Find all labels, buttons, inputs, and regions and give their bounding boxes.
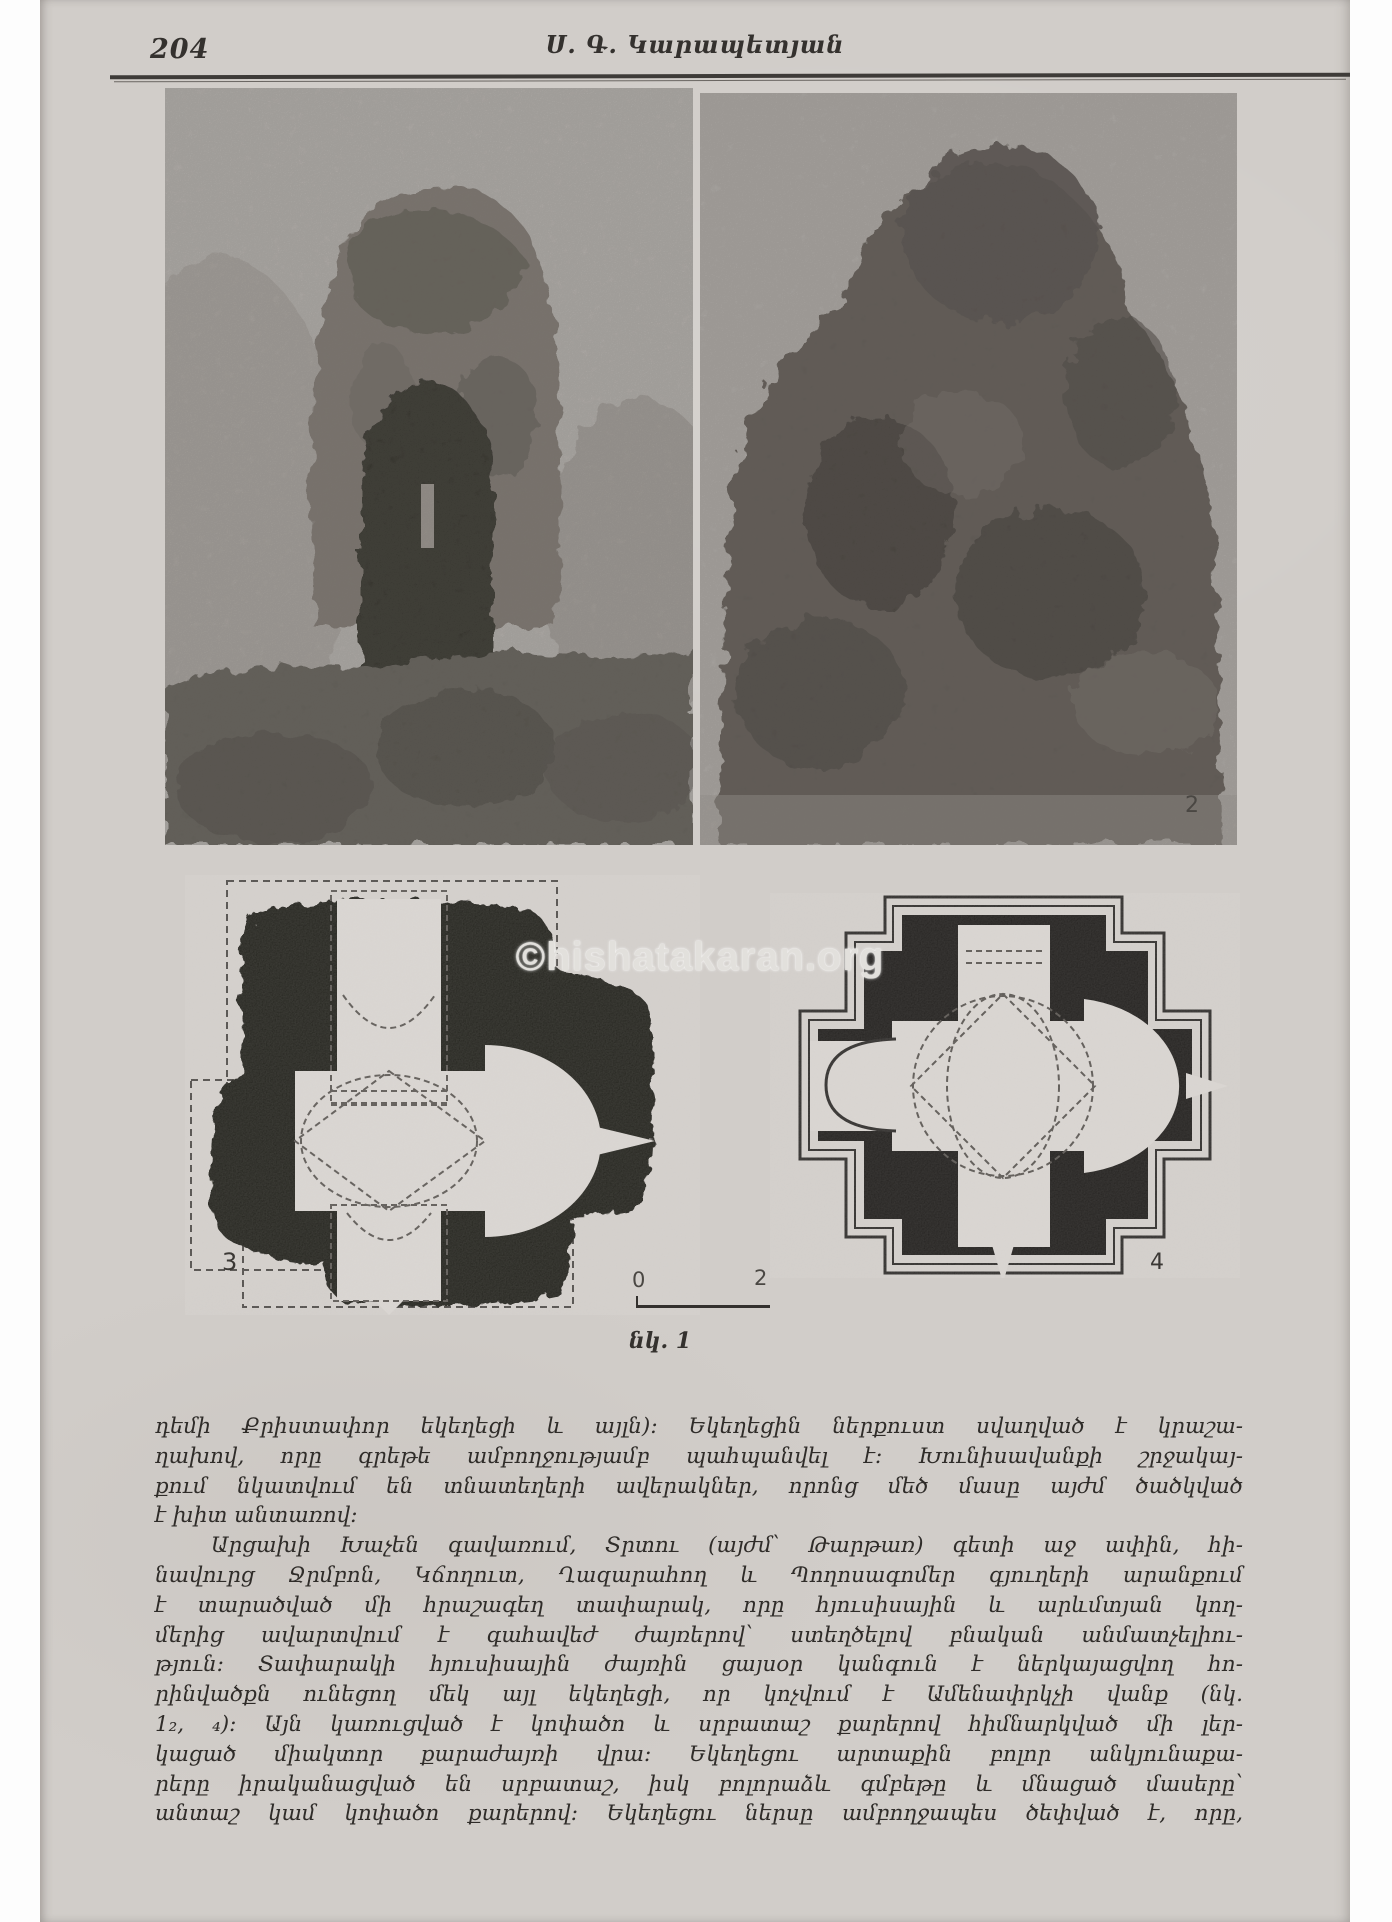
text-line: մերից ավարտվում է գահավեժ ժայռերով՝ ստեղծելով բնական անմատչելիու- — [155, 1622, 1243, 1648]
scale-bar-tick — [636, 1296, 638, 1305]
text-line: ղախով, որը գրեթե ամբողջությամբ պահպանվել է։ Խունիսավանքի շրջակայ- — [155, 1443, 1243, 1469]
text-line: կացած միակտոր քարաժայռի վրա։ Եկեղեցու արտաքին բոլոր անկյունաքա- — [155, 1741, 1243, 1767]
text-line: թյուն։ Տափարակի հյուսիսային ժայռին ցայսօր կանգուն է ներկայացվող հո- — [155, 1652, 1243, 1678]
header-rule-thin — [114, 79, 1346, 83]
page-number: 204 — [150, 34, 210, 65]
site-watermark: ©hishatakaran.org — [515, 935, 885, 979]
paragraph — [155, 1412, 1243, 1531]
text-line: դեմի Քրիստափոր եկեղեցի և այլն)։ Եկեղեցին ներքուստ սվաղված է կրաշա- — [155, 1414, 1243, 1439]
text-line: 1₂, ₄)։ Այն կառուցված է կոփածո և սրբատաշ քարերով հիմնարկված մի լեր- — [155, 1711, 1243, 1737]
body-text — [155, 1412, 1243, 1829]
text-line: րերը իրականացված են սրբատաշ, իսկ բոլորաձև գմբեթը և մնացած մասերը՝ — [155, 1771, 1243, 1797]
plan-right-number: 4 — [1150, 1250, 1164, 1275]
text-line: րինվածքն ունեցող մեկ այլ եկեղեցի, որ կոչվում է Ամենափրկչի վանք (նկ. — [155, 1682, 1243, 1708]
text-line: անտաշ կամ կոփածո քարերով։ Եկեղեցու ներսը ամբողջապես ծեփված է, որը, — [155, 1801, 1243, 1827]
figure-caption: նկ. 1 — [628, 1328, 692, 1354]
paragraph — [155, 1531, 1243, 1829]
text-line: նավուրց Ջրմբոն, Կճողուտ, Ղազարահող և Պողոսագոմեր գյուղերի արանքում — [155, 1562, 1243, 1588]
scale-bar — [636, 1305, 770, 1308]
running-title: Ս. Գ. Կարապետյան — [545, 30, 845, 59]
photo-church-ruin-west-view — [165, 88, 693, 845]
scale-start-number: 0 — [632, 1268, 646, 1292]
paper-sheet — [40, 0, 1350, 1922]
photo-left-art — [165, 88, 693, 845]
photo-right-number: 2 — [1185, 793, 1199, 818]
photo-church-ruin-overgrown — [700, 93, 1237, 845]
text-line: է խիտ անտառով։ — [155, 1503, 358, 1529]
text-line: է տարածված մի հրաշագեղ տափարակ, որը հյուսիսային և արևմտյան կող- — [155, 1592, 1243, 1618]
plan-left-number: 3 — [222, 1248, 238, 1276]
text-line: քում նկատվում են տնատեղերի ավերակներ, որոնց մեծ մասը այժմ ծածկված — [155, 1473, 1243, 1499]
text-line: Արցախի Խաչեն գավառում, Տրտու (այժմ՝ Թարթառ) գետի աջ ափին, հի- — [211, 1533, 1243, 1559]
scale-end-number: 2 — [754, 1266, 768, 1290]
photo-right-art — [700, 93, 1237, 845]
